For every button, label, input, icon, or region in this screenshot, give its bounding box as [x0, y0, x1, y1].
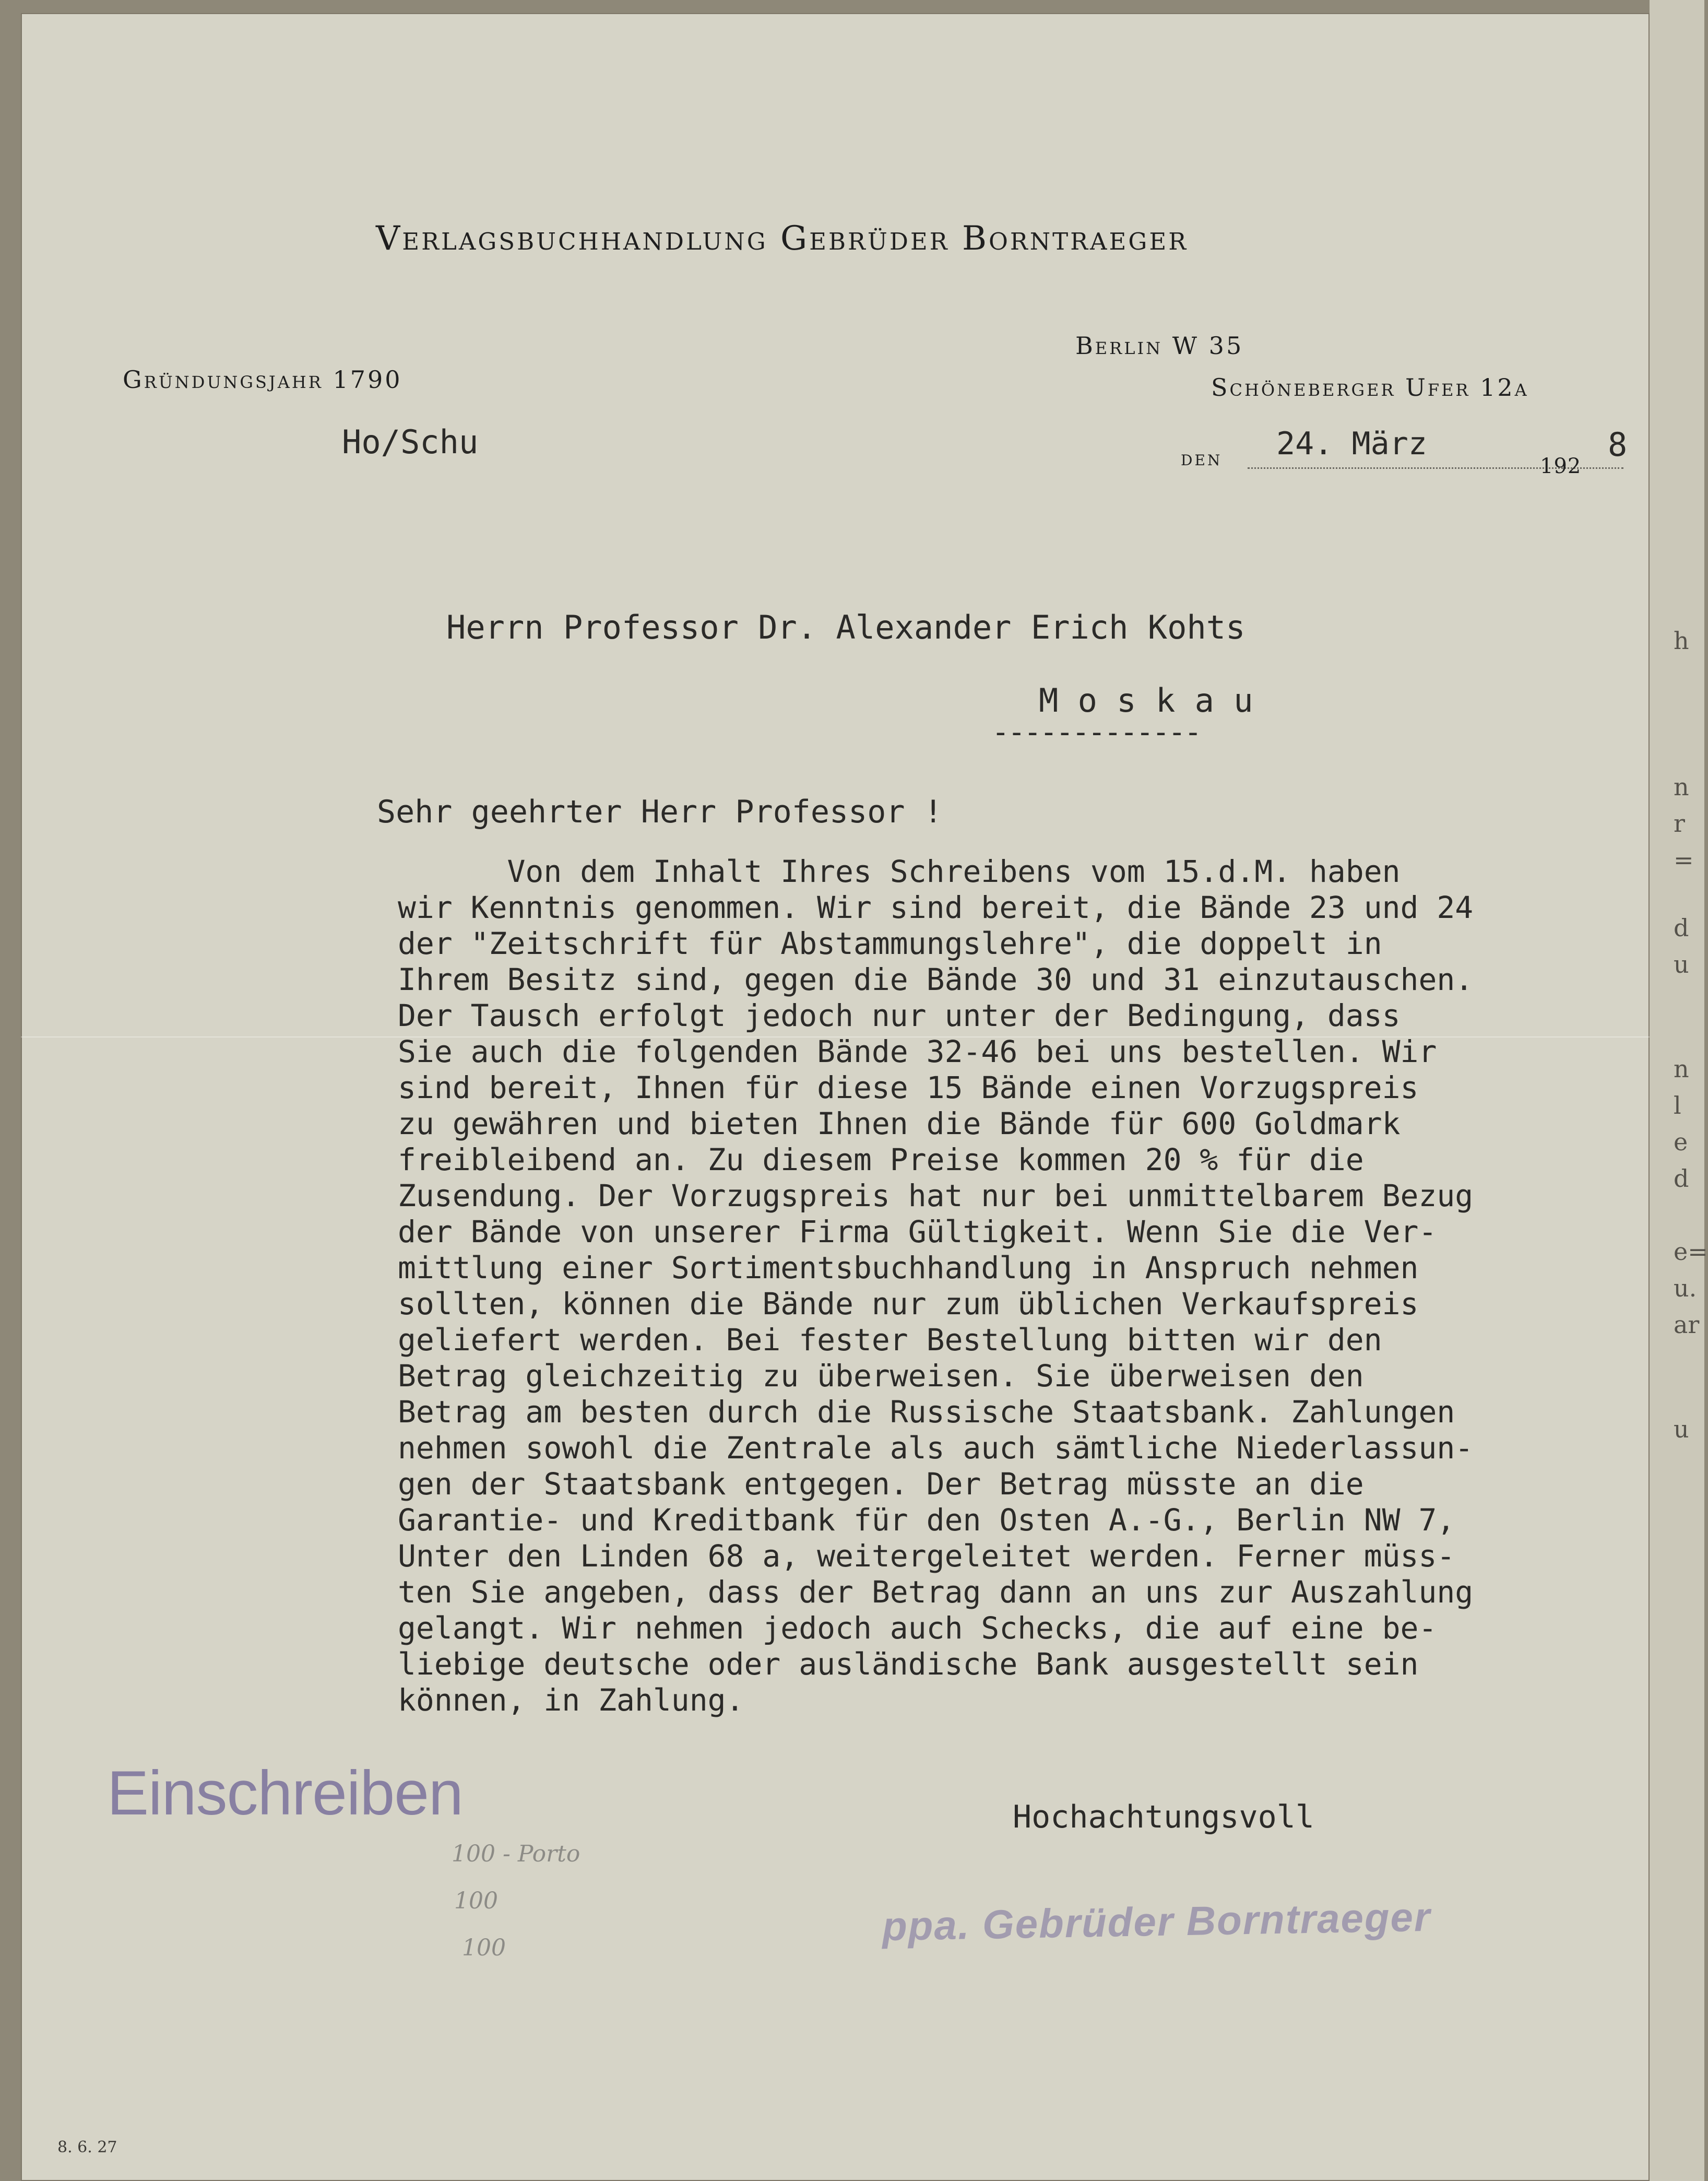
pencil-note: 100 - Porto	[452, 1841, 580, 1867]
body-line: zu gewähren und bieten Ihnen die Bände für 600 Goldmark	[398, 1106, 1401, 1141]
body-line: ten Sie angeben, dass der Betrag dann an uns zur Auszahlung	[398, 1574, 1474, 1610]
body-line: liebige deutsche oder ausländische Bank ausgestellt sein	[398, 1646, 1419, 1682]
body-line: Von dem Inhalt Ihres Schreibens vom 15.d.M. haben	[398, 854, 1401, 889]
body-line: freibleibend an. Zu diesem Preise kommen 20 % für die	[398, 1142, 1364, 1177]
year-prefix: 192	[1540, 454, 1582, 478]
date-prefix: den	[1181, 446, 1223, 470]
date-value: 24. März	[1276, 426, 1427, 462]
print-code: 8. 6. 27	[57, 2138, 117, 2156]
body-line: Betrag gleichzeitig zu überweisen. Sie überweisen den	[398, 1358, 1364, 1394]
closing: Hochachtungsvoll	[1013, 1799, 1314, 1835]
edge-fragment: d	[1674, 1164, 1689, 1193]
edge-fragment: n	[1674, 1055, 1689, 1083]
body-line: der Bände von unserer Firma Gültigkeit. Wenn Sie die Ver-	[398, 1214, 1437, 1249]
company-name: Verlagsbuchhandlung Gebrüder Borntraeger	[376, 219, 1189, 258]
body-line: sollten, können die Bände nur zum üblichen Verkaufspreis	[398, 1286, 1419, 1322]
recipient-name: Herrn Professor Dr. Alexander Erich Kohts	[446, 608, 1246, 646]
salutation: Sehr geehrter Herr Professor !	[377, 794, 943, 830]
edge-fragment: e	[1674, 1128, 1688, 1156]
body-line: Garantie- und Kreditbank für den Osten A.-G., Berlin NW 7,	[398, 1502, 1455, 1538]
reference-code: Ho/Schu	[342, 423, 479, 461]
edge-fragment: d	[1674, 914, 1689, 942]
body-line: gen der Staatsbank entgegen. Der Betrag müsste an die	[398, 1466, 1364, 1502]
founding-year: Gründungsjahr 1790	[123, 366, 402, 394]
signature-stamp: ppa. Gebrüder Borntraeger	[882, 1893, 1431, 1950]
year-digit: 8	[1608, 426, 1628, 464]
body-line: Unter den Linden 68 a, weitergeleitet werden. Ferner müss-	[398, 1538, 1455, 1574]
body-line: Ihrem Besitz sind, gegen die Bände 30 und 31 einzutauschen.	[398, 962, 1474, 997]
body-line: sind bereit, Ihnen für diese 15 Bände einen Vorzugspreis	[398, 1070, 1419, 1105]
body-line: wir Kenntnis genommen. Wir sind bereit, die Bände 23 und 24	[398, 890, 1474, 925]
body-line: gelangt. Wir nehmen jedoch auch Schecks, die auf eine be-	[398, 1610, 1437, 1646]
body-line: Zusendung. Der Vorzugspreis hat nur bei unmittelbarem Bezug	[398, 1178, 1474, 1213]
pencil-note: 100	[454, 1888, 498, 1914]
edge-fragment: u	[1674, 1415, 1689, 1443]
edge-fragment: l	[1674, 1091, 1681, 1119]
edge-fragment: n	[1674, 773, 1689, 801]
body-line: mittlung einer Sortimentsbuchhandlung in Anspruch nehmen	[398, 1250, 1419, 1286]
registered-stamp: Einschreiben	[107, 1758, 463, 1828]
pencil-note: 100	[462, 1935, 506, 1961]
letter-sheet	[21, 13, 1650, 2181]
edge-fragment: u	[1674, 950, 1689, 978]
body-line: nehmen sowohl die Zentrale als auch sämtliche Niederlassun-	[398, 1430, 1474, 1466]
edge-fragment: u.	[1674, 1274, 1697, 1302]
body-line: Der Tausch erfolgt jedoch nur unter der Bedingung, dass	[398, 998, 1401, 1033]
edge-fragment: e=	[1674, 1237, 1708, 1266]
edge-fragment: =	[1674, 846, 1694, 874]
body-line: geliefert werden. Bei fester Bestellung bitten wir den	[398, 1322, 1382, 1358]
recipient-city: M o s k a u	[1039, 681, 1253, 720]
recipient-underline: -------------	[992, 715, 1201, 749]
body-line: können, in Zahlung.	[398, 1682, 744, 1718]
adjacent-page-edge	[1650, 0, 1708, 2181]
edge-fragment: ar	[1674, 1311, 1700, 1339]
body-line: Sie auch die folgenden Bände 32-46 bei uns bestellen. Wir	[398, 1034, 1437, 1069]
street-line: Schöneberger Ufer 12a	[1211, 373, 1529, 402]
city-line: Berlin W 35	[1075, 332, 1244, 360]
body-line: Betrag am besten durch die Russische Staatsbank. Zahlungen	[398, 1394, 1455, 1430]
edge-fragment: r	[1674, 809, 1685, 838]
edge-fragment: h	[1674, 627, 1689, 655]
body-line: der "Zeitschrift für Abstammungslehre", die doppelt in	[398, 926, 1382, 961]
letter-body	[398, 854, 1661, 1718]
